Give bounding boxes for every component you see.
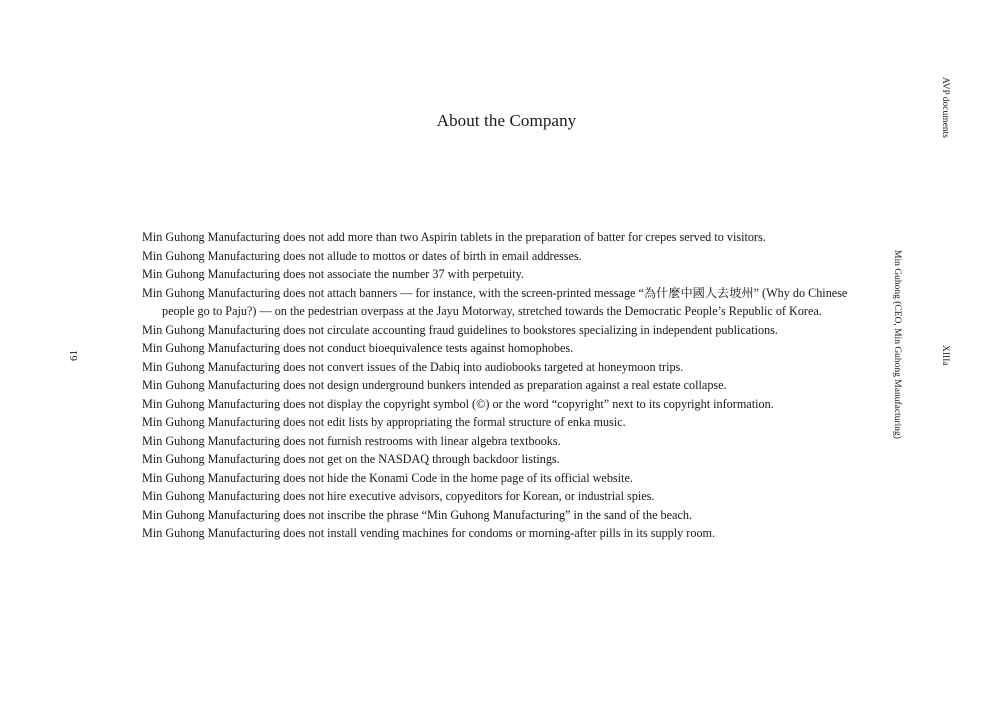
page-number: 61 <box>68 350 80 361</box>
list-item: Min Guhong Manufacturing does not furnish restrooms with linear algebra textbooks. <box>142 433 561 448</box>
running-header: AVP documents <box>940 77 950 138</box>
list-item: Min Guhong Manufacturing does not get on the NASDAQ through backdoor listings. <box>142 452 560 466</box>
page-title: About the Company <box>436 111 577 130</box>
list-item: Min Guhong Manufacturing does not add more than two Aspirin tablets in the preparation of batter for crepes served to visitors. <box>142 230 766 244</box>
statement-list <box>142 228 862 543</box>
author-credit: Min Guhong (CEO, Min Guhong Manufacturing) <box>892 250 902 439</box>
list-item: Min Guhong Manufacturing does not convert issues of the Dabiq into audiobooks targeted at honeymoon trips. <box>142 359 684 374</box>
list-item: Min Guhong Manufacturing does not edit lists by appropriating the formal structure of enka music. <box>142 415 626 429</box>
list-item: Min Guhong Manufacturing does not design underground bunkers intended as preparation against a real estate collapse. <box>142 378 727 392</box>
section-number: XIIIa <box>940 345 950 366</box>
list-item: Min Guhong Manufacturing does not allude to mottos or dates of birth in email addresses. <box>142 248 582 263</box>
list-item: Min Guhong Manufacturing does not hide the Konami Code in the home page of its official website. <box>142 470 633 485</box>
list-item: Min Guhong Manufacturing does not attach banners — for instance, with the screen-printed message “為什麼中國人去坡州” (Why do Chinese people go to Paju?) — on the pedestrian overpass at the Jayu Motorway, stretched towards the Democratic People’s Republic of Korea. <box>142 285 848 318</box>
list-item: Min Guhong Manufacturing does not install vending machines for condoms or morning-after pills in its supply room. <box>142 526 716 540</box>
list-item: Min Guhong Manufacturing does not circulate accounting fraud guidelines to bookstores specializing in independent publications. <box>142 322 778 337</box>
list-item: Min Guhong Manufacturing does not conduct bioequivalence tests against homophobes. <box>142 341 574 355</box>
list-item: Min Guhong Manufacturing does not display the copyright symbol (©) or the word “copyright” next to its copyright information. <box>142 396 774 411</box>
list-item: Min Guhong Manufacturing does not hire executive advisors, copyeditors for Korean, or industrial spies. <box>142 489 655 503</box>
list-item: Min Guhong Manufacturing does not inscribe the phrase “Min Guhong Manufacturing” in the sand of the beach. <box>142 507 692 522</box>
list-item: Min Guhong Manufacturing does not associate the number 37 with perpetuity. <box>142 267 525 281</box>
